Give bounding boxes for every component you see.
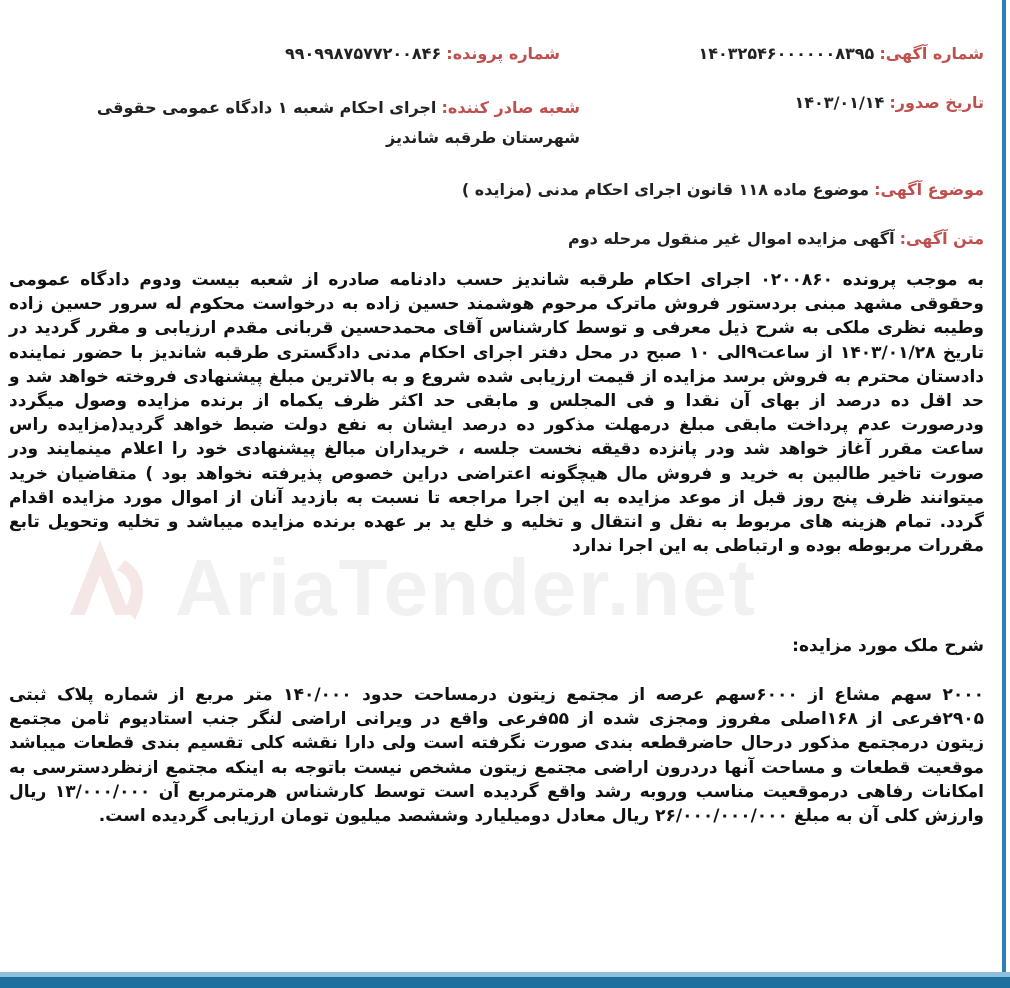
issue-date-value: ۱۴۰۳/۰۱/۱۴ [794, 93, 885, 112]
window-bottom-bar-highlight [0, 972, 1010, 977]
subject-row [24, 180, 984, 199]
ad-text-label: متن آگهی: [899, 229, 984, 248]
issuer-row [40, 93, 580, 153]
auction-main-paragraph: به موجب پرونده ۰۲۰۰۸۶۰ اجرای احکام طرقبه شاندیز حسب دادنامه صادره از شعبه بیست ودوم دادگاه عمومی وحقوقی مشهد مبنی بردستور فروش ماترک مرحوم هوشمند حسین زاده به درخواست محکوم له سرور حسین زاده وطیبه نظری ملکی به شرح ذیل معرفی و توسط کارشناس آقای محمدحسین قربانی مقدم ارزیابی و مقرر گردید در تاریخ ۱۴۰۳/۰۱/۲۸ از ساعت۹الی ۱۰ صبح در محل دفتر اجرای احکام مدنی دادگستری طرقبه شاندیز با حضور نماینده دادستان محترم به فروش برسد مزایده از قیمت ارزیابی شده شروع و به بالاترین مبلغ پیشنهادی فروخته خواهد شد و حد اقل ده درصد از بهای آن نقدا و فی المجلس و مابقی حد اکثر ظرف یکماه از برنده مزایده وصول میگردد ودرصورت عدم پرداخت مابقی مبلغ درمهلت مذکور ده درصد ایشان به نفع دولت ضبط خواهد گردید(مزایده راس ساعت مقرر آغاز خواهد شد ودر پانزده دقیقه نخست جلسه ، خریداران مبالغ پیشنهادی خود را اعلام مینمایند ودر صورت تاخیر طالبین به خرید و فروش مال هیچگونه اعتراضی دراین خصوص پذیرفته نخواهد بود ) متقاضیان خرید میتوانند ظرف پنج روز قبل از موعد مزایده به این اجرا مراجعه تا نسبت به بازدید آنان از اموال مورد مزایده اقدام گردد. تمام هزینه های مربوط به نقل و انتقال و تخلیه و خلع ید بر عهده برنده مزایده میباشد و تخلیه وتحویل تابع مقررات مربوطه بوده و ارتباطی به این اجرا ندارد [9, 270, 985, 557]
ad-number-row [684, 44, 984, 63]
file-number-value: ۹۹۰۹۹۸۷۵۷۷۲۰۰۸۴۶ [284, 44, 442, 63]
subject-label: موضوع آگهی: [874, 180, 984, 199]
ad-text-title: آگهی مزایده اموال غیر منقول مرحله دوم [567, 229, 895, 248]
issue-date-row [764, 93, 984, 112]
window-bottom-bar [0, 972, 1010, 988]
ad-number-label: شماره آگهی: [879, 44, 984, 63]
ad-text-title-row [24, 229, 984, 248]
subject-value: موضوع ماده ۱۱۸ قانون اجرای احکام مدنی (مزایده ) [461, 180, 870, 199]
file-number-row [270, 44, 560, 63]
property-description-paragraph: ۲۰۰۰ سهم مشاع از ۶۰۰۰سهم عرصه از مجتمع زیتون درمساحت حدود ۱۴۰/۰۰۰ متر مربع از شماره پلاک ثبتی ۲۹۰۵فرعی از ۱۶۸اصلی مفروز ومجزی شده از ۵۵فرعی واقع در ویرانی اراضی لنگر جنب استادیوم ثامن مجتمع زیتون درمجتمع مذکور درحال حاضرقطعه بندی صورت نگرفته است ولی دارا نقشه کلی تقسیم بندی قطعات میباشد موقعیت قطعات و مساحت آنها دردرون اراضی مجتمع زیتون مشخص نیست باتوجه به اینکه مجتمع ازنظردسترسی به امکانات رفاهی درموقعیت مناسب وروبه رشد واقع گردیده است توسط کارشناس هرمترمربع آن ۱۳/۰۰۰/۰۰۰ ریال وارزش کلی آن به مبلغ ۲۶/۰۰۰/۰۰۰/۰۰۰ ریال معادل دومیلیارد وششصد میلیون تومان ارزیابی گردیده است. [9, 685, 984, 827]
ad-number-value: ۱۴۰۳۲۵۴۶۰۰۰۰۰۰۸۳۹۵ [698, 44, 875, 63]
property-description-heading: شرح ملک مورد مزایده: [792, 636, 984, 656]
issuer-label: شعبه صادر کننده: [441, 98, 580, 117]
file-number-label: شماره پرونده: [446, 44, 560, 63]
issuer-value: اجرای احکام شعبه ۱ دادگاه عمومی حقوقی شهرستان طرقبه شاندیز [96, 98, 580, 147]
issue-date-label: تاریخ صدور: [889, 93, 984, 112]
watermark-text: AriaTender.net [175, 543, 758, 632]
